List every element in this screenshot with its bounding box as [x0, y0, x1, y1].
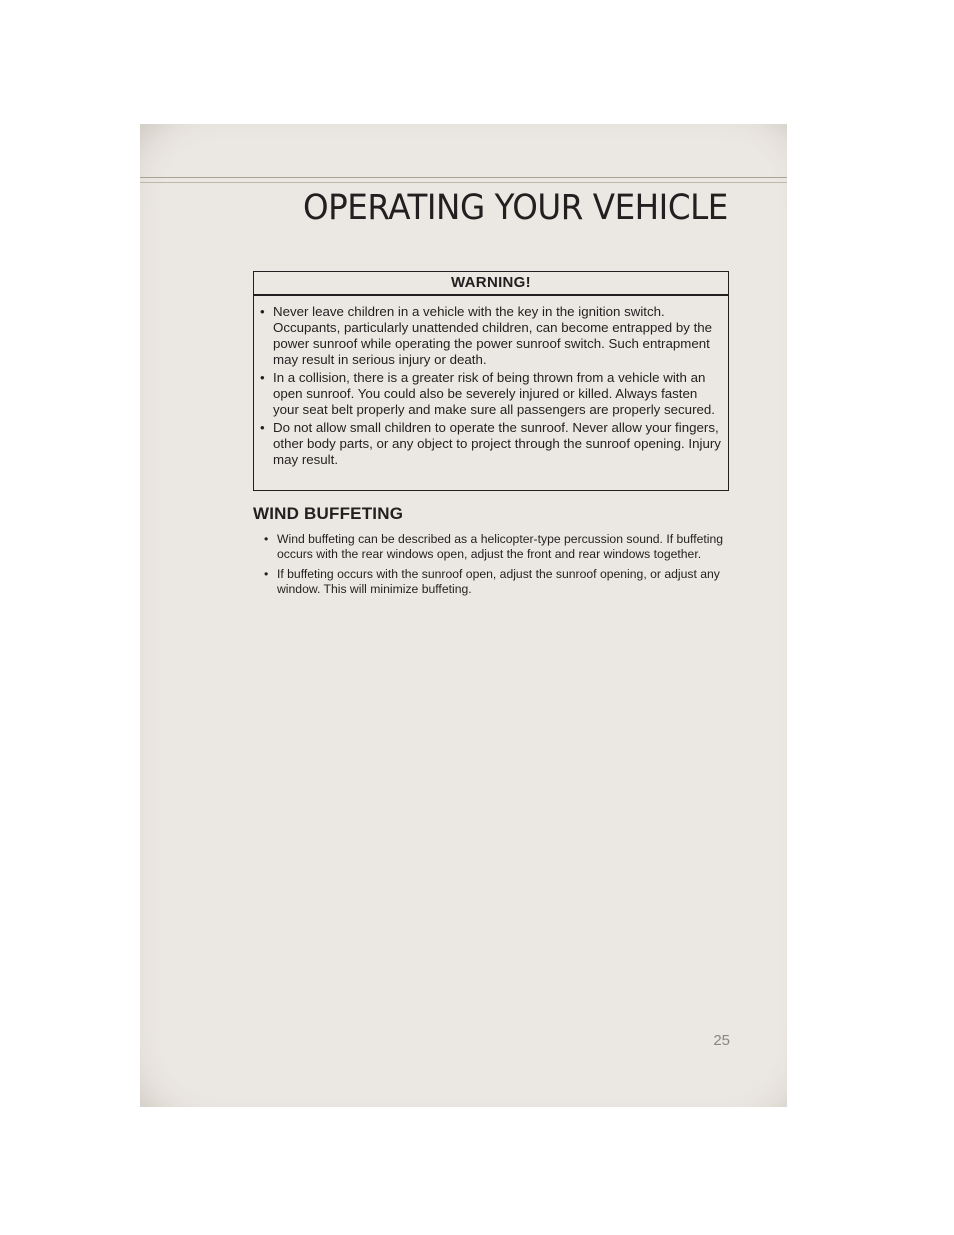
section-heading: WIND BUFFETING [253, 504, 404, 523]
bullet-icon: • [260, 304, 265, 319]
bullet-icon: • [264, 566, 269, 581]
page-number: 25 [713, 1032, 730, 1049]
list-item [264, 567, 726, 598]
list-item [264, 532, 726, 563]
bullet-icon: • [260, 370, 265, 385]
warning-item-text: Do not allow small children to operate the sunroof. Never allow your fingers, other body parts, or any object to project through the sunroof opening. Injury may result. [273, 420, 721, 467]
warning-item-text: In a collision, there is a greater risk of being thrown from a vehicle with an open sunroof. You could also be severely injured or killed. Always fasten your seat belt properly and make sure all passengers are properly secured. [273, 370, 715, 417]
manual-page [140, 124, 787, 1107]
warning-list [254, 296, 728, 468]
bullet-icon: • [260, 420, 265, 435]
header-rule [140, 177, 787, 178]
list-item-text: If buffeting occurs with the sunroof open, adjust the sunroof opening, or adjust any window. This will minimize buffeting. [277, 566, 720, 596]
list-item-text: Wind buffeting can be described as a helicopter-type percussion sound. If buffeting occurs with the rear windows open, adjust the front and rear windows together. [277, 532, 724, 562]
section-list [264, 532, 726, 601]
page-title: OPERATING YOUR VEHICLE [303, 188, 728, 228]
warning-item [260, 304, 722, 368]
bullet-icon: • [264, 532, 269, 546]
warning-item-text: Never leave children in a vehicle with the key in the ignition switch. Occupants, particularly unattended children, can become entrapped by the power sunroof while operating the power sunroof switch. Such entrapment may result in serious injury or death. [273, 304, 713, 367]
header-rule-secondary [140, 182, 787, 183]
warning-title: WARNING! [254, 272, 728, 296]
warning-item [260, 420, 722, 468]
warning-item [260, 370, 722, 418]
warning-box [253, 271, 729, 491]
